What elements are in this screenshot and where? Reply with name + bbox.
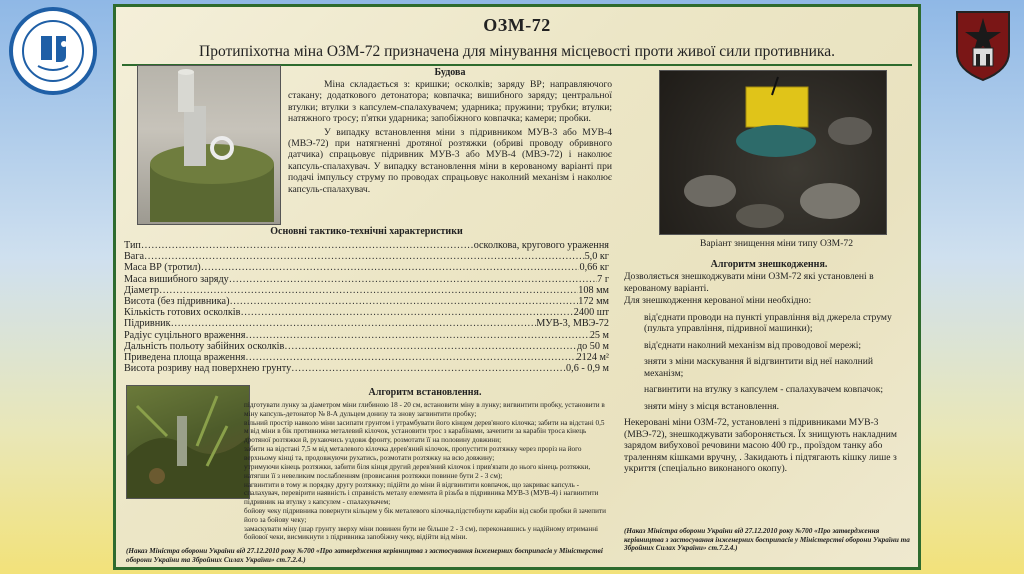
specs-heading: Основні тактико-технічні характеристики — [270, 226, 463, 237]
spec-value: до 50 м — [576, 340, 609, 352]
spec-name: Маса вишибного заряду — [124, 273, 229, 285]
install-steps — [244, 401, 606, 543]
specs-table — [124, 240, 609, 374]
spec-row — [124, 274, 609, 285]
spec-name: Приведена площа враження — [124, 351, 246, 363]
mine-photo — [137, 65, 281, 225]
spec-value: 7 г — [597, 273, 609, 285]
spec-leader — [141, 240, 474, 251]
spec-leader — [171, 318, 537, 329]
spec-row — [124, 318, 609, 329]
spec-row — [124, 363, 609, 374]
military-emblem — [951, 8, 1015, 82]
spec-value: 0,66 кг — [579, 262, 609, 274]
spec-leader — [284, 341, 577, 352]
install-step: нагвинтити в тому ж порядку другу розтяжку; підійти до міни й відгвинтити ковпачок, що закриває капсуль - спалахувач, перевірити наявність і справність металу елемента й різьба в підривника МУВ-3 (МУВ-4) і нагвинтити підривник на втулку з капсулем - спалахувачем; — [244, 480, 599, 506]
spec-leader — [245, 352, 576, 363]
spec-leader — [240, 307, 573, 318]
spec-leader — [245, 330, 589, 341]
spec-leader — [291, 363, 566, 374]
demining-item: нагвинтити на втулку з капсулем - спалахувачем ковпачок; — [644, 384, 884, 395]
spec-row — [124, 307, 609, 318]
spec-row — [124, 296, 609, 307]
install-step: підготувати лунку за діаметром міни глибиною 18 - 20 см, встановити міну в лунку; вигвинтити пробку, установити в міну капсуль-детонатор № 8-А дульцем донизу та знову загвинтити пробку; — [244, 401, 605, 418]
page-title: ОЗМ-72 — [483, 15, 551, 35]
poster-panel — [113, 4, 921, 570]
spec-name: Кількість готових осколків — [124, 307, 241, 319]
demining-paragraph-1: Дозволяється знешкоджувати міни ОЗМ-72 які установлені в керованому варіанті. — [624, 271, 874, 294]
demining-item: зняти міну з місця встановлення. — [644, 400, 780, 412]
spec-row — [124, 341, 609, 352]
spec-value: МУВ-3, МВЭ-72 — [536, 318, 609, 330]
spec-name: Тип — [124, 240, 141, 251]
demining-heading: Алгоритм знешкодження. — [710, 259, 828, 270]
spec-leader — [144, 251, 585, 262]
install-heading: Алгоритм встановлення. — [368, 387, 482, 398]
photo-caption: Варіант знищення міни типу ОЗМ-72 — [700, 238, 853, 249]
budova-paragraph-2: У випадку встановлення міни з підривником МУВ-3 або МУВ-4 (МВЭ-72) при натягненні дротяної розтяжки (обриві проводу обривного датчика) спрацьовує підривник МУВ-3 або МУВ-4 (МВЭ-72) і наколює капсуль-спалахувач. У випадку встановлення міни в керованому варіанті при подачі імпульсу струму по проводах спрацьовує наколний механізм і наколює капсуль-спалахувач. — [288, 126, 612, 195]
budova-text — [288, 79, 612, 195]
install-step: утримуючи кінець розтяжки, забити біля кінця другий дерев'яний кілочок і прив'язати до нього кінець розтяжки, натягши її з невеликим послабленням (провисання розтяжки повинне бути 2 - 3 см); — [244, 462, 591, 480]
spec-value: 108 мм — [578, 284, 609, 296]
demining-item: від'єднати наколний механізм від проводової мережі; — [644, 339, 862, 351]
spec-row — [124, 352, 609, 363]
budova-paragraph-1: Міна складається з: кришки; осколків; заряду ВР; направляючого стакану; додаткового детонатора; ковпачка; вишибного заряду; центральної втулки; втулки з капсулем-спалахувачем; ударника; пружини; трубки; втулки; натяжного тросу; п'ятки ударника; запобіжного ковпачка; камери; пробки. — [288, 79, 612, 125]
spec-name: Радіус суцільного враження — [124, 329, 246, 341]
spec-leader — [229, 274, 597, 285]
spec-row — [124, 285, 609, 296]
spec-value: осколкова, кругового ураження — [473, 240, 609, 251]
demining-item: зняти з міни маскування й відгвинтити від неї наколний механізм; — [644, 356, 873, 379]
spec-value: 5,0 кг — [584, 251, 609, 263]
demining-paragraph-3: Некеровані міни ОЗМ-72, установлені з підривниками МУВ-3 (МВЭ-72), знешкоджувати забороняється. Їх знищують накладним зарядом вибухової речовини масою 400 гр., проїздом танку або траленням кішками вручну, . Закидають і підтягають кішку лише з укриття (спеціально виконаного окопу). — [624, 417, 897, 474]
spec-value: 2124 м² — [576, 351, 609, 363]
spec-name: Висота (без підривника) — [124, 295, 230, 307]
install-order-reference: (Наказ Міністра оборони України від 27.12.2010 року №700 «Про затвердження керівництва з застосування інженерних боєприпасів у Міністерстві оборони України та Збройних Силах України» ст.7.2.4.) — [126, 547, 603, 564]
install-step: бойову чеку підривника повернути кільцем у бік металевого кілочка,підстебнути карабін від скоби пробки й зачепити його за бойову чеку; — [244, 507, 606, 524]
spec-name: Висота розриву над поверхнею грунту — [124, 363, 292, 375]
spec-row — [124, 330, 609, 341]
spec-leader — [201, 262, 580, 273]
install-step: замаскувати міну (шар грунту зверху міни повинен бути не більше 2 - 3 см), переконавшись у надійному втриманні бойової чеки, висмикнути з підривника запобіжну чеку, відійти від міни. — [244, 524, 599, 542]
demining-item: від'єднати проводи на пункті управління від джерела струму (пульта управління, підривної машинки); — [644, 311, 892, 334]
spec-value: 0,6 - 0,9 м — [566, 363, 609, 375]
spec-name: Дальність польоту забійних осколків — [124, 340, 285, 352]
budova-heading: Будова — [434, 67, 466, 78]
demining-text — [624, 271, 914, 480]
demining-paragraph-2: Для знешкодження керованої міни необхідно: — [624, 295, 812, 306]
spec-value: 172 мм — [578, 295, 609, 307]
demining-order-reference: (Наказ Міністра оборони України від 27.12.2010 року №700 «Про затвердження керівництва з застосування інженерних боєприпасів у Міністерстві оборони України та Збройних Силах України» ст.7.2.4.) — [624, 527, 910, 553]
spec-name: Вага — [124, 251, 145, 263]
spec-leader — [229, 296, 578, 307]
install-step: забити на відстані 7,5 м від металевого кілочка дерев'яний кілочок, пропустити розтяжку через проріз на його верхньому кінці та, продовжуючи рухатись, розмотати розтяжку на всю довжину; — [244, 445, 582, 462]
installed-mine-photo — [126, 385, 250, 499]
spec-name: Підривник — [124, 318, 171, 330]
university-logo — [8, 6, 98, 96]
spec-row — [124, 240, 609, 251]
spec-name: Маса ВР (тротил) — [124, 262, 201, 274]
spec-row — [124, 262, 609, 273]
spec-leader — [159, 285, 578, 296]
spec-row — [124, 251, 609, 262]
spec-value: 25 м — [589, 329, 609, 341]
spec-value: 2400 шт — [573, 307, 609, 319]
install-step: вільний простір навколо міни засипати грунтом і утрамбувати його кінцем дерев'яного кілочка; забити на відстані 0,5 м від міни в бік противника металевий кілочок, установити трос з карабінами, зачепити за карабін троса кінець дротяної розтяжки й, рухаючись уздовж фронту, розмотати її на половину довжини; — [244, 418, 605, 444]
page-subtitle: Протипіхотна міна ОЗМ-72 призначена для мінування місцевості проти живої сили противника. — [199, 43, 835, 60]
demining-photo — [659, 70, 887, 235]
spec-name: Діаметр — [124, 284, 159, 296]
